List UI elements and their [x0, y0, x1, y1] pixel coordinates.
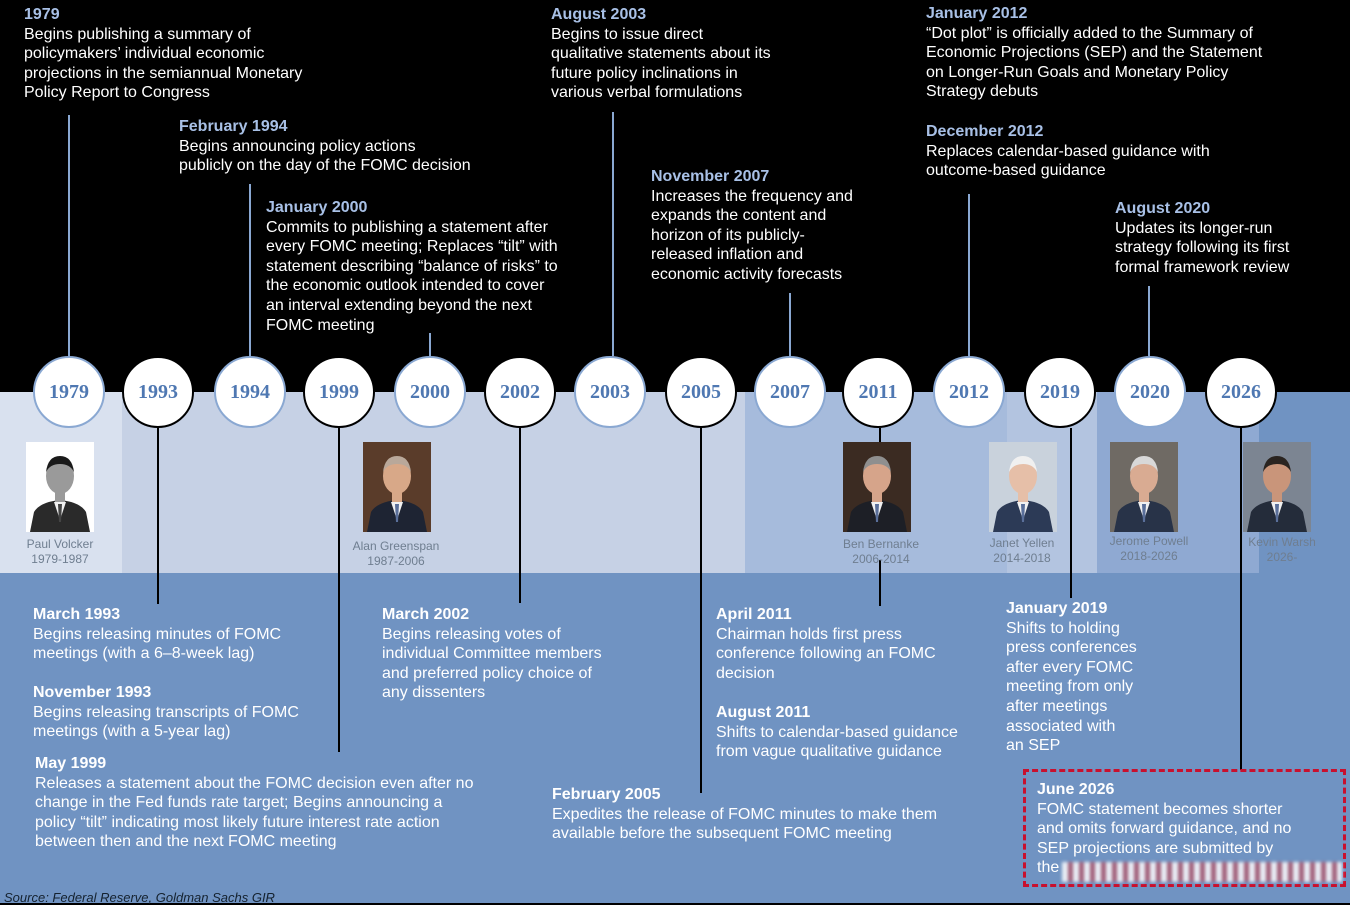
event-description-line: meetings (with a 6–8-week lag): [33, 645, 255, 663]
event-feb-2005: [552, 785, 972, 844]
event-description-line: Commits to publishing a statement after: [266, 218, 548, 236]
event-dec-2012: [926, 122, 1246, 181]
event-date: January 2000: [266, 199, 368, 216]
person-silhouette-icon: [843, 442, 911, 532]
event-description-line: the economic outlook intended to cover: [266, 277, 545, 295]
event-description-line: Releases a statement about the FOMC decision even after no: [35, 774, 474, 792]
event-description-line: between then and the next FOMC meeting: [35, 833, 337, 851]
event-date: June 2026: [1037, 781, 1115, 798]
event-description-line: on Longer-Run Goals and Monetary Policy: [926, 63, 1229, 81]
event-description-line: future policy inclinations in: [551, 64, 738, 82]
connector-nov-2007: [789, 293, 791, 356]
connector-2012: [968, 194, 970, 356]
event-description-line: Replaces calendar-based guidance with: [926, 142, 1210, 160]
chair-caption-greenspan: [336, 539, 456, 568]
event-description-line: after meetings: [1006, 697, 1108, 715]
event-aug-2003: [551, 5, 801, 103]
event-date: August 2020: [1115, 200, 1211, 217]
event-description-line: the: [1037, 859, 1060, 877]
event-date: January 2012: [926, 5, 1028, 22]
chair-term: 2018-2026: [1120, 548, 1178, 563]
chair-term: 2014-2018: [993, 550, 1051, 565]
year-circle-2026: 2026: [1205, 356, 1277, 428]
year-circle-1993: 1993: [122, 356, 194, 428]
event-mar-2002: [382, 605, 632, 703]
connector-jan-2019: [1070, 428, 1072, 598]
connector-aug-2003: [612, 112, 614, 356]
event-date: May 1999: [35, 755, 107, 772]
event-description-line: Chairman holds first press: [716, 625, 902, 643]
chair-caption-yellen: [962, 536, 1082, 565]
person-silhouette-icon: [1110, 442, 1178, 532]
connector-jan-2000: [429, 333, 431, 356]
event-description-line: Begins announcing policy actions: [179, 137, 416, 155]
event-description-line: formal framework review: [1115, 258, 1290, 276]
year-circle-2000: 2000: [394, 356, 466, 428]
person-silhouette-icon: [1243, 442, 1311, 532]
connector-1979: [68, 115, 70, 356]
event-description-line: expands the content and: [651, 207, 827, 225]
chair-caption-powell: [1089, 534, 1209, 563]
event-jan-2012: [926, 4, 1306, 102]
event-description-line: available before the subsequent FOMC meeting: [552, 825, 892, 843]
event-description-line: conference following an FOMC: [716, 645, 936, 663]
year-circle-2011: 2011: [842, 356, 914, 428]
event-date: March 1993: [33, 606, 121, 623]
connector-2011-lower: [879, 560, 881, 606]
event-description-line: and omits forward guidance, and no: [1037, 820, 1292, 838]
event-description-line: Policy Report to Congress: [24, 84, 210, 102]
event-description-line: Increases the frequency and: [651, 187, 853, 205]
event-date: February 1994: [179, 118, 288, 135]
portrait-powell: [1110, 442, 1178, 532]
year-circle-2005: 2005: [665, 356, 737, 428]
event-description-line: any dissenters: [382, 684, 486, 702]
event-description-line: FOMC meeting: [266, 316, 375, 334]
chair-name: Ben Bernanke: [842, 537, 920, 551]
event-date: August 2003: [551, 6, 647, 23]
portrait-bernanke: [843, 442, 911, 532]
event-description-line: after every FOMC: [1006, 658, 1134, 676]
chair-name: Alan Greenspan: [352, 539, 440, 553]
event-description-line: outcome-based guidance: [926, 162, 1106, 180]
event-date: March 2002: [382, 606, 470, 623]
event-apr-2011: [716, 605, 966, 683]
connector-mar-2002: [519, 428, 521, 603]
event-aug-2020: [1115, 199, 1315, 277]
chair-caption-volcker: [0, 537, 120, 566]
event-description-line: decision: [716, 664, 775, 682]
event-description-line: various verbal formulations: [551, 84, 743, 102]
event-description-line: projections in the semiannual Monetary: [24, 64, 303, 82]
year-circle-2007: 2007: [754, 356, 826, 428]
portrait-volcker: [26, 442, 94, 532]
year-circle-1979: 1979: [33, 356, 105, 428]
event-date: January 2019: [1006, 600, 1108, 617]
person-silhouette-icon: [363, 442, 431, 532]
connector-2011-upper: [879, 428, 881, 442]
person-silhouette-icon: [989, 442, 1057, 532]
event-description-line: associated with: [1006, 717, 1116, 735]
year-circle-1994: 1994: [214, 356, 286, 428]
event-description-line: Begins releasing minutes of FOMC: [33, 625, 282, 643]
event-nov-2007: [651, 167, 876, 285]
event-description-line: Begins publishing a summary of: [24, 25, 251, 43]
event-description-line: released inflation and: [651, 246, 804, 264]
event-description-line: Begins releasing transcripts of FOMC: [33, 703, 299, 721]
event-description-line: from vague qualitative guidance: [716, 743, 942, 761]
event-description-line: policy “tilt” indicating most likely future interest rate action: [35, 813, 440, 831]
year-circle-2003: 2003: [574, 356, 646, 428]
connector-feb-2005: [700, 428, 702, 793]
portrait-warsh: [1243, 442, 1311, 532]
portrait-yellen: [989, 442, 1057, 532]
event-description-line: Economic Projections (SEP) and the Statement: [926, 44, 1263, 62]
connector-feb-1994: [249, 184, 251, 356]
event-may-1999: [35, 754, 515, 852]
chair-name: Kevin Warsh: [1248, 535, 1316, 549]
event-description-line: meeting from only: [1006, 678, 1134, 696]
event-mar-1993: [33, 605, 313, 664]
connector-jun-2026: [1240, 428, 1242, 770]
event-description-line: an SEP: [1006, 737, 1061, 755]
event-description-line: every FOMC meeting; Replaces “tilt” with: [266, 238, 558, 256]
event-jan-2019: [1006, 599, 1166, 756]
year-circle-2019: 2019: [1024, 356, 1096, 428]
chair-name: Paul Volcker: [26, 537, 94, 551]
connector-may-1999: [338, 428, 340, 752]
event-1979: [24, 5, 344, 103]
chair-name: Jerome Powell: [1109, 534, 1189, 548]
event-description-line: SEP projections are submitted by: [1037, 839, 1274, 857]
event-description-line: horizon of its publicly-: [651, 226, 805, 244]
event-feb-1994: [179, 117, 509, 176]
connector-aug-2020: [1148, 286, 1150, 356]
event-description-line: individual Committee members: [382, 645, 602, 663]
event-description-line: strategy following its first: [1115, 239, 1290, 257]
event-description-line: Begins to issue direct: [551, 25, 704, 43]
source-note: Source: Federal Reserve, Goldman Sachs GIR: [4, 890, 275, 905]
event-date: November 1993: [33, 684, 152, 701]
year-circle-2002: 2002: [484, 356, 556, 428]
event-description-line: and preferred policy choice of: [382, 664, 592, 682]
event-description-line: “Dot plot” is officially added to the Summary of: [926, 24, 1253, 42]
event-description-line: Updates its longer-run: [1115, 219, 1273, 237]
year-circle-2020: 2020: [1114, 356, 1186, 428]
event-date: December 2012: [926, 123, 1044, 140]
year-circle-2012: 2012: [933, 356, 1005, 428]
event-description-line: meetings (with a 5-year lag): [33, 723, 231, 741]
person-silhouette-icon: [26, 442, 94, 532]
event-description-line: Shifts to calendar-based guidance: [716, 723, 958, 741]
chair-caption-warsh: [1222, 535, 1342, 564]
event-description-line: Begins releasing votes of: [382, 625, 561, 643]
portrait-greenspan: [363, 442, 431, 532]
event-description-line: Expedites the release of FOMC minutes to make them: [552, 805, 938, 823]
event-nov-1993: [33, 683, 323, 742]
event-description-line: Shifts to holding: [1006, 619, 1120, 637]
chair-term: 1979-1987: [31, 551, 89, 566]
event-description-line: economic activity forecasts: [651, 265, 843, 283]
chair-term: 1987-2006: [367, 553, 425, 568]
event-aug-2011: [716, 703, 986, 762]
year-circle-1999: 1999: [303, 356, 375, 428]
event-description-line: FOMC statement becomes shorter: [1037, 800, 1283, 818]
event-description-line: publicly on the day of the FOMC decision: [179, 157, 471, 175]
event-date: November 2007: [651, 168, 770, 185]
event-date: 1979: [24, 6, 60, 23]
chair-term: 2006-2014: [852, 551, 910, 566]
event-description-line: statement describing “balance of risks” to: [266, 257, 558, 275]
event-description-line: change in the Fed funds rate target; Begins announcing a: [35, 794, 443, 812]
event-description-line: an interval extending beyond the next: [266, 296, 532, 314]
event-description-line: qualitative statements about its: [551, 45, 771, 63]
event-jan-2000: [266, 198, 596, 335]
event-description-line: press conferences: [1006, 639, 1137, 657]
event-date: April 2011: [716, 606, 792, 623]
event-date: August 2011: [716, 704, 811, 721]
chair-term: 2026-: [1266, 549, 1298, 564]
chair-caption-bernanke: [821, 537, 941, 566]
chair-name: Janet Yellen: [989, 536, 1055, 550]
event-date: February 2005: [552, 786, 661, 803]
event-description-line: policymakers’ individual economic: [24, 45, 265, 63]
event-description-line: Strategy debuts: [926, 83, 1039, 101]
redacted-text: [1062, 862, 1342, 882]
connector-1993: [157, 428, 159, 604]
